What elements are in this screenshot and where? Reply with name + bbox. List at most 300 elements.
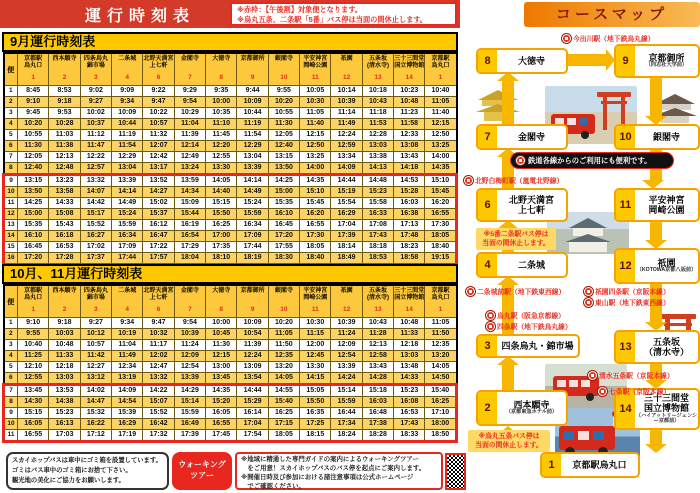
time-cell: 17:20: [18, 253, 49, 265]
time-cell: 15:15: [206, 198, 237, 209]
time-cell: 18:40: [300, 253, 331, 265]
time-cell: 16:05: [18, 419, 49, 430]
time-cell: 15:28: [394, 187, 425, 198]
time-cell: 18:00: [425, 419, 457, 430]
train-icon: [486, 322, 495, 331]
time-cell: 17:44: [237, 242, 268, 253]
time-cell: 12:49: [174, 152, 205, 163]
time-cell: 18:19: [237, 253, 268, 265]
trip-number-cell: 2: [4, 97, 18, 108]
time-cell: 14:18: [394, 163, 425, 175]
trash-note-box: スカイホップバスは車中にゴミ箱を設置しています。 ゴミはバス車中のゴミ箱にお捨て下さい。 観光地の美化にご協力をお願いします。: [6, 452, 169, 490]
time-cell: 14:33: [49, 198, 80, 209]
time-cell: 14:14: [112, 187, 143, 198]
route-arrow: [645, 444, 667, 453]
karasuma-gojo-suspension-note: ※烏丸五条バス停は 当面の間休止します。: [468, 430, 550, 452]
stop-column-header: 西本願寺 2: [49, 285, 80, 318]
time-cell: 14:44: [331, 175, 362, 187]
time-cell: 10:00: [206, 318, 237, 329]
time-cell: 14:05: [425, 362, 457, 373]
timetable-row: [4, 242, 457, 253]
time-cell: 13:20: [425, 351, 457, 362]
trip-number-cell: 8: [4, 397, 18, 408]
time-cell: 17:39: [331, 231, 362, 242]
time-cell: 16:18: [49, 231, 80, 242]
september-title: 9月運行時刻表: [2, 32, 458, 52]
trip-number-cell: 9: [4, 175, 18, 187]
time-cell: 13:39: [331, 362, 362, 373]
time-cell: 13:08: [394, 141, 425, 152]
header-row: [4, 53, 457, 86]
trip-number-cell: 7: [4, 152, 18, 163]
stop-name: 三十三間堂 国立博物館 （ハイアットリージェンシー京都前）: [635, 392, 698, 425]
time-cell: 15:10: [425, 175, 457, 187]
time-cell: 15:02: [143, 198, 174, 209]
time-cell: 18:50: [425, 430, 457, 442]
stop-name: 五条坂 （清水寺）: [643, 336, 689, 357]
time-cell: 12:05: [268, 130, 299, 141]
time-cell: 13:09: [237, 362, 268, 373]
time-cell: 13:30: [300, 362, 331, 373]
time-cell: 11:10: [206, 119, 237, 130]
time-cell: 17:44: [112, 253, 143, 265]
timetable-row: [4, 163, 457, 175]
time-cell: 16:05: [206, 408, 237, 419]
timetable-row: [4, 152, 457, 163]
time-cell: 13:43: [362, 362, 393, 373]
time-cell: 15:08: [49, 209, 80, 220]
stop-subtitle: （同志社大学前）: [645, 62, 688, 69]
trip-number-cell: 12: [4, 209, 18, 220]
stop-column-header: 京都駅 烏丸口 1: [425, 285, 457, 318]
stop-number-badge: 10: [616, 126, 635, 148]
nijo-stop-suspension-note: ※5番二条駅バス停は 当面の間休止します。: [476, 228, 556, 250]
time-cell: 14:44: [237, 385, 268, 397]
time-cell: 9:10: [18, 97, 49, 108]
time-cell: 15:43: [49, 220, 80, 231]
time-cell: 13:39: [237, 163, 268, 175]
time-cell: 15:45: [425, 187, 457, 198]
time-cell: 18:04: [174, 253, 205, 265]
time-cell: 11:18: [362, 108, 393, 119]
time-cell: 11:05: [268, 329, 299, 340]
stop-column-header: 平安神宮 岡崎公園 11: [300, 285, 331, 318]
time-cell: 12:40: [18, 163, 49, 175]
time-cell: 12:57: [80, 163, 111, 175]
time-cell: 13:50: [268, 163, 299, 175]
station-label-higashiyama: 東山駅（地下鉄東西線）: [584, 297, 670, 307]
trip-number-cell: 3: [4, 340, 18, 351]
time-cell: 13:20: [268, 362, 299, 373]
time-cell: 10:22: [143, 108, 174, 119]
trip-number-cell: 1: [4, 86, 18, 97]
time-cell: 16:34: [112, 231, 143, 242]
trip-column-header: 便: [4, 285, 18, 318]
time-cell: 15:52: [80, 220, 111, 231]
time-cell: 17:57: [143, 253, 174, 265]
map-stop-1: [540, 452, 640, 478]
time-cell: 11:19: [112, 130, 143, 141]
time-cell: 17:29: [174, 242, 205, 253]
time-cell: 16:27: [80, 231, 111, 242]
time-cell: 13:38: [362, 152, 393, 163]
time-cell: 12:50: [425, 130, 457, 141]
time-cell: 15:45: [300, 198, 331, 209]
time-cell: 11:39: [237, 340, 268, 351]
stop-name: 銀閣寺: [652, 131, 680, 142]
time-cell: 14:15: [300, 373, 331, 385]
timetable-row: [4, 318, 457, 329]
time-cell: 16:20: [300, 209, 331, 220]
time-cell: 15:58: [362, 198, 393, 209]
route-arrow: [502, 364, 514, 390]
time-cell: 9:54: [174, 318, 205, 329]
time-cell: 10:44: [112, 119, 143, 130]
time-cell: 9:53: [49, 108, 80, 119]
stop-number-badge: 7: [478, 126, 497, 148]
time-cell: 13:17: [143, 163, 174, 175]
stop-number-badge: 2: [478, 392, 497, 424]
timetable-row: [4, 419, 457, 430]
time-cell: 10:20: [268, 318, 299, 329]
route-arrow: [502, 80, 514, 124]
time-cell: 12:54: [331, 351, 362, 362]
train-icon: [562, 34, 571, 43]
time-cell: 16:48: [362, 408, 393, 419]
station-label-gion-shijo: 祇園四条駅（京阪本線）: [584, 286, 670, 296]
time-cell: 14:55: [268, 385, 299, 397]
time-cell: 11:42: [80, 351, 111, 362]
time-cell: 14:49: [112, 198, 143, 209]
time-cell: 10:44: [237, 108, 268, 119]
time-cell: 18:53: [362, 253, 393, 265]
time-cell: 11:05: [425, 97, 457, 108]
time-cell: 16:38: [394, 209, 425, 220]
timetable-row: [4, 397, 457, 408]
stop-column-header: 金閣寺 7: [174, 285, 205, 318]
time-cell: 13:30: [206, 163, 237, 175]
time-cell: 11:19: [237, 119, 268, 130]
time-cell: 18:58: [394, 253, 425, 265]
time-cell: 9:54: [174, 97, 205, 108]
timetable-row: [4, 430, 457, 442]
time-cell: 13:15: [18, 175, 49, 187]
stop-column-header: 大徳寺 8: [206, 53, 237, 86]
time-cell: 12:45: [300, 351, 331, 362]
stop-column-header: 京都駅 烏丸口 1: [18, 53, 49, 86]
stop-number-badge: 8: [478, 50, 497, 72]
stop-number-badge: 12: [616, 250, 635, 282]
timetable-row: [4, 86, 457, 97]
trip-number-cell: 1: [4, 318, 18, 329]
walking-tour-button[interactable]: ウォーキング ツアー: [172, 452, 232, 490]
time-cell: 17:09: [237, 231, 268, 242]
time-cell: 14:42: [80, 198, 111, 209]
time-cell: 12:50: [300, 141, 331, 152]
time-cell: 16:29: [112, 419, 143, 430]
time-cell: 16:44: [331, 408, 362, 419]
time-cell: 11:58: [394, 119, 425, 130]
time-cell: 10:35: [206, 108, 237, 119]
time-cell: 10:39: [331, 97, 362, 108]
time-cell: 14:29: [174, 385, 205, 397]
time-cell: 17:19: [112, 430, 143, 442]
stop-column-header: 五条坂 (清水寺) 13: [362, 285, 393, 318]
time-cell: 17:48: [394, 231, 425, 242]
oct-nov-title: 10月、11月運行時刻表: [2, 264, 458, 284]
time-cell: 17:15: [268, 419, 299, 430]
time-cell: 17:12: [80, 430, 111, 442]
time-cell: 13:52: [143, 175, 174, 187]
time-cell: 16:35: [300, 408, 331, 419]
time-cell: 14:48: [362, 175, 393, 187]
time-cell: 9:44: [237, 86, 268, 97]
time-cell: 14:25: [18, 198, 49, 209]
trip-number-cell: 4: [4, 119, 18, 130]
time-cell: 16:03: [362, 397, 393, 408]
time-cell: 11:40: [300, 119, 331, 130]
timetable-row: [4, 362, 457, 373]
time-cell: 9:45: [18, 108, 49, 119]
time-cell: 16:34: [237, 220, 268, 231]
map-stop-10: [614, 124, 700, 150]
course-map-title: コースマップ: [524, 2, 700, 27]
time-cell: 17:45: [206, 430, 237, 442]
time-cell: 15:52: [143, 408, 174, 419]
time-cell: 12:13: [362, 340, 393, 351]
time-cell: 16:55: [300, 220, 331, 231]
time-cell: 16:33: [362, 209, 393, 220]
time-cell: 11:12: [80, 130, 111, 141]
time-cell: 14:05: [206, 175, 237, 187]
time-cell: 10:54: [237, 329, 268, 340]
time-cell: 10:30: [300, 97, 331, 108]
time-cell: 14:35: [206, 385, 237, 397]
time-cell: 14:28: [362, 373, 393, 385]
stop-column-header: 京都御所 9: [237, 53, 268, 86]
time-cell: 12:07: [143, 141, 174, 152]
time-cell: 11:14: [331, 108, 362, 119]
station-label-karasuma: 烏丸駅（阪急京都線）: [486, 310, 565, 320]
time-cell: 10:02: [80, 108, 111, 119]
time-cell: 15:00: [268, 187, 299, 198]
time-cell: 15:05: [300, 385, 331, 397]
stop-name: 四条烏丸・錦市場: [501, 340, 574, 351]
time-cell: 13:12: [80, 373, 111, 385]
station-label-shichijo: 七条駅（京阪本線）: [598, 386, 670, 396]
train-icon: [486, 311, 495, 320]
time-cell: 12:09: [174, 351, 205, 362]
trip-number-cell: 13: [4, 220, 18, 231]
time-cell: 13:03: [49, 373, 80, 385]
time-cell: 10:48: [394, 97, 425, 108]
time-cell: 13:32: [143, 373, 174, 385]
time-cell: 16:55: [425, 209, 457, 220]
trip-number-cell: 2: [4, 329, 18, 340]
time-cell: 16:55: [18, 430, 49, 442]
time-cell: 12:13: [49, 152, 80, 163]
train-icon: [466, 287, 475, 296]
stop-column-header: 平安神宮 岡崎公園 11: [300, 53, 331, 86]
map-stop-11: [614, 188, 700, 222]
time-cell: 17:02: [80, 242, 111, 253]
time-cell: 18:05: [300, 242, 331, 253]
time-cell: 9:27: [80, 318, 111, 329]
trip-number-cell: 5: [4, 130, 18, 141]
map-stop-4: [476, 252, 568, 278]
time-cell: 10:28: [49, 119, 80, 130]
stop-number-badge: 3: [478, 336, 497, 356]
time-cell: 15:44: [174, 209, 205, 220]
timetable-row: [4, 97, 457, 108]
time-cell: 12:27: [80, 362, 111, 373]
time-cell: 14:35: [300, 175, 331, 187]
time-cell: 17:13: [394, 220, 425, 231]
time-cell: 17:22: [143, 242, 174, 253]
time-cell: 14:49: [237, 187, 268, 198]
rail-access-text: 鉄道各線からのご利用にも便利です。: [528, 155, 652, 165]
time-cell: 16:55: [206, 419, 237, 430]
time-cell: 14:07: [80, 187, 111, 198]
route-arrow: [650, 222, 662, 242]
station-label-imadegawa: 今出川駅（地下鉄烏丸線）: [562, 33, 655, 43]
time-cell: 15:17: [80, 209, 111, 220]
time-cell: 11:28: [362, 329, 393, 340]
time-cell: 10:45: [206, 329, 237, 340]
time-cell: 10:00: [206, 97, 237, 108]
time-cell: 14:47: [80, 397, 111, 408]
time-cell: 15:32: [80, 408, 111, 419]
time-cell: 17:04: [237, 419, 268, 430]
time-cell: 16:14: [237, 408, 268, 419]
stop-number-badge: 9: [616, 46, 635, 76]
time-cell: 15:09: [174, 198, 205, 209]
time-cell: 17:37: [80, 253, 111, 265]
time-cell: 18:24: [331, 430, 362, 442]
time-cell: 15:14: [174, 397, 205, 408]
kinkakuji-icon: [474, 88, 522, 127]
time-cell: 13:58: [49, 187, 80, 198]
oct-nov-timetable: [2, 284, 458, 443]
time-cell: 15:23: [362, 187, 393, 198]
time-cell: 11:33: [394, 329, 425, 340]
trip-number-cell: 14: [4, 231, 18, 242]
time-cell: 17:43: [362, 231, 393, 242]
time-cell: 14:53: [394, 175, 425, 187]
route-arrow: [650, 78, 662, 118]
time-cell: 12:05: [18, 152, 49, 163]
time-cell: 15:07: [143, 397, 174, 408]
time-cell: 14:09: [112, 385, 143, 397]
time-cell: 10:09: [237, 318, 268, 329]
trip-number-cell: 6: [4, 141, 18, 152]
time-cell: 11:03: [49, 130, 80, 141]
train-icon: [584, 287, 593, 296]
time-cell: 9:47: [143, 318, 174, 329]
time-cell: 12:22: [80, 152, 111, 163]
time-cell: 13:48: [394, 362, 425, 373]
time-cell: 10:05: [300, 86, 331, 97]
time-cell: 17:54: [237, 430, 268, 442]
time-cell: 16:47: [143, 231, 174, 242]
timetable-header-bar: [0, 0, 460, 28]
time-cell: 10:09: [112, 108, 143, 119]
stop-number-badge: 6: [478, 190, 497, 220]
time-cell: 16:19: [174, 220, 205, 231]
stop-name: 西本願寺 （京都東急ホテル前）: [505, 399, 558, 416]
time-cell: 12:29: [112, 152, 143, 163]
time-cell: 14:40: [206, 187, 237, 198]
time-cell: 8:45: [18, 86, 49, 97]
time-cell: 11:04: [174, 119, 205, 130]
time-cell: 13:39: [174, 373, 205, 385]
time-cell: 16:12: [143, 220, 174, 231]
september-section: [2, 32, 458, 266]
stop-number-badge: 11: [616, 190, 635, 220]
time-cell: 15:50: [206, 209, 237, 220]
time-cell: 14:25: [268, 175, 299, 187]
time-cell: 12:15: [425, 119, 457, 130]
time-cell: 14:14: [237, 175, 268, 187]
time-cell: 18:23: [394, 242, 425, 253]
time-cell: 10:20: [18, 119, 49, 130]
trip-number-cell: 9: [4, 408, 18, 419]
time-cell: 11:05: [425, 318, 457, 329]
time-cell: 12:24: [331, 130, 362, 141]
timetable-row: [4, 329, 457, 340]
time-cell: 12:15: [300, 130, 331, 141]
page-title: 運行時刻表: [84, 8, 195, 25]
time-cell: 14:38: [49, 397, 80, 408]
stop-column-header: 四条烏丸 錦市場 3: [80, 285, 111, 318]
time-cell: 15:29: [237, 397, 268, 408]
time-cell: 13:19: [112, 373, 143, 385]
time-cell: 14:24: [331, 373, 362, 385]
trip-number-cell: 10: [4, 187, 18, 198]
time-cell: 11:40: [425, 108, 457, 119]
time-cell: 10:30: [300, 318, 331, 329]
timetable-row: [4, 253, 457, 265]
stop-column-header: 大徳寺 8: [206, 285, 237, 318]
time-cell: 11:49: [331, 119, 362, 130]
time-cell: 16:25: [206, 220, 237, 231]
timetable-row: [4, 130, 457, 141]
time-cell: 9:18: [49, 97, 80, 108]
timetable-row: [4, 231, 457, 242]
time-cell: 17:10: [425, 408, 457, 419]
time-cell: 15:40: [425, 385, 457, 397]
time-cell: 18:14: [331, 242, 362, 253]
time-cell: 16:22: [80, 419, 111, 430]
time-cell: 16:49: [174, 419, 205, 430]
time-cell: 12:48: [49, 163, 80, 175]
trip-number-cell: 15: [4, 242, 18, 253]
time-cell: 11:53: [362, 119, 393, 130]
time-cell: 11:25: [18, 351, 49, 362]
time-cell: 13:34: [331, 152, 362, 163]
stop-column-header: 四条烏丸 錦市場 3: [80, 53, 111, 86]
station-label-nijojo-mae: 二条城前駅（地下鉄東西線）: [466, 286, 565, 296]
trip-number-cell: 6: [4, 373, 18, 385]
time-cell: 17:34: [331, 419, 362, 430]
time-cell: 12:33: [394, 130, 425, 141]
course-map-panel: [462, 0, 700, 493]
timetable-row: [4, 198, 457, 209]
stop-subtitle: （京都東急ホテル前）: [505, 409, 558, 416]
time-cell: 14:34: [174, 187, 205, 198]
time-cell: 18:15: [300, 430, 331, 442]
stop-column-header: 祇園 12: [331, 53, 362, 86]
